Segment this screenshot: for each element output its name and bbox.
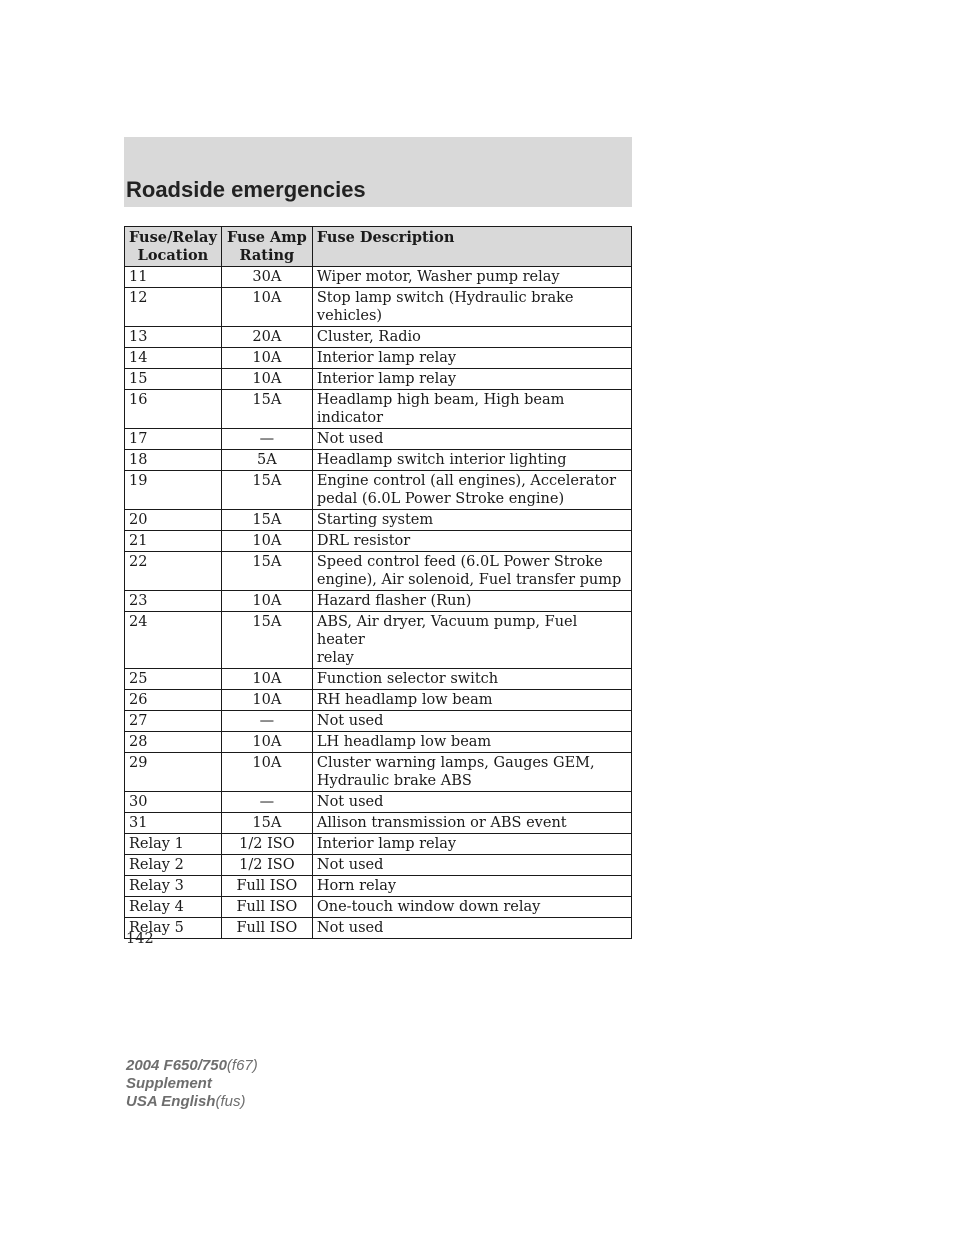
table-row xyxy=(125,348,632,369)
description-line: Hydraulic brake ABS xyxy=(316,773,472,789)
table-row xyxy=(125,876,632,897)
cell-location: Relay 5 xyxy=(125,918,222,939)
table-row xyxy=(125,753,632,792)
cell-amp-rating: 15A xyxy=(221,813,312,834)
cell-description xyxy=(312,348,631,369)
cell-amp-rating: — xyxy=(221,429,312,450)
table-header-row xyxy=(125,227,632,267)
cell-description xyxy=(312,612,631,669)
cell-description xyxy=(312,267,631,288)
table-row xyxy=(125,552,632,591)
cell-amp-rating: 15A xyxy=(221,390,312,429)
table-row xyxy=(125,510,632,531)
cell-amp-rating: 10A xyxy=(221,732,312,753)
footer-line-supplement: Supplement xyxy=(126,1075,212,1092)
description-line: Not used xyxy=(316,794,384,810)
cell-description xyxy=(312,591,631,612)
table-row xyxy=(125,591,632,612)
cell-amp-rating: Full ISO xyxy=(221,918,312,939)
table-row xyxy=(125,327,632,348)
cell-location: Relay 3 xyxy=(125,876,222,897)
cell-amp-rating: — xyxy=(221,711,312,732)
cell-location: 31 xyxy=(125,813,222,834)
cell-amp-rating: 30A xyxy=(221,267,312,288)
cell-amp-rating: 10A xyxy=(221,288,312,327)
table-row xyxy=(125,792,632,813)
table-row xyxy=(125,834,632,855)
description-line: Not used xyxy=(316,431,384,447)
table-row xyxy=(125,855,632,876)
description-line: Function selector switch xyxy=(316,671,499,687)
fuse-table xyxy=(124,226,632,939)
footer-line-language: USA English(fus) xyxy=(126,1093,246,1110)
header-location: Fuse/Relay Location xyxy=(125,227,222,267)
description-line: Cluster warning lamps, Gauges GEM, xyxy=(316,755,595,771)
cell-location: 20 xyxy=(125,510,222,531)
cell-location: 18 xyxy=(125,450,222,471)
cell-location: 27 xyxy=(125,711,222,732)
cell-description xyxy=(312,390,631,429)
footer-line-model: 2004 F650/750(f67) xyxy=(126,1057,258,1074)
description-line: DRL resistor xyxy=(316,533,411,549)
cell-description xyxy=(312,450,631,471)
fuse-table-body xyxy=(125,267,632,939)
description-line: relay xyxy=(316,650,354,666)
table-row xyxy=(125,813,632,834)
description-line: LH headlamp low beam xyxy=(316,734,492,750)
cell-location: 25 xyxy=(125,669,222,690)
cell-description xyxy=(312,792,631,813)
cell-location: 13 xyxy=(125,327,222,348)
description-line: Allison transmission or ABS event xyxy=(316,815,567,831)
header-amp-rating: Fuse Amp Rating xyxy=(221,227,312,267)
cell-location: 14 xyxy=(125,348,222,369)
cell-location: 30 xyxy=(125,792,222,813)
cell-description xyxy=(312,690,631,711)
section-title: Roadside emergencies xyxy=(126,177,366,202)
table-row xyxy=(125,450,632,471)
cell-description xyxy=(312,471,631,510)
table-row xyxy=(125,690,632,711)
cell-amp-rating: 10A xyxy=(221,753,312,792)
description-line: Speed control feed (6.0L Power Stroke xyxy=(316,554,603,570)
description-line: Not used xyxy=(316,857,384,873)
cell-description xyxy=(312,813,631,834)
description-line: Engine control (all engines), Accelerator xyxy=(316,473,617,489)
cell-description xyxy=(312,855,631,876)
cell-location: 22 xyxy=(125,552,222,591)
cell-description xyxy=(312,711,631,732)
table-row xyxy=(125,897,632,918)
cell-description xyxy=(312,753,631,792)
cell-amp-rating: — xyxy=(221,792,312,813)
table-row xyxy=(125,531,632,552)
cell-location: 15 xyxy=(125,369,222,390)
table-row xyxy=(125,288,632,327)
cell-location: 23 xyxy=(125,591,222,612)
cell-amp-rating: 10A xyxy=(221,591,312,612)
description-line: pedal (6.0L Power Stroke engine) xyxy=(316,491,565,507)
description-line: Not used xyxy=(316,920,384,936)
cell-amp-rating: 10A xyxy=(221,348,312,369)
description-line: Wiper motor, Washer pump relay xyxy=(316,269,560,285)
cell-amp-rating: 10A xyxy=(221,690,312,711)
description-line: Not used xyxy=(316,713,384,729)
table-row xyxy=(125,390,632,429)
description-line: Cluster, Radio xyxy=(316,329,421,345)
description-line: Hazard flasher (Run) xyxy=(316,593,472,609)
cell-amp-rating: 5A xyxy=(221,450,312,471)
description-line: Headlamp switch interior lighting xyxy=(316,452,567,468)
header-description: Fuse Description xyxy=(312,227,631,267)
cell-amp-rating: 15A xyxy=(221,471,312,510)
table-row xyxy=(125,732,632,753)
table-row xyxy=(125,711,632,732)
cell-amp-rating: 20A xyxy=(221,327,312,348)
description-line: Starting system xyxy=(316,512,434,528)
description-line: Interior lamp relay xyxy=(316,371,457,387)
cell-description xyxy=(312,288,631,327)
document-footer xyxy=(126,1057,258,1111)
cell-location: 12 xyxy=(125,288,222,327)
cell-location: 16 xyxy=(125,390,222,429)
cell-location: 21 xyxy=(125,531,222,552)
cell-amp-rating: 10A xyxy=(221,531,312,552)
description-line: Stop lamp switch (Hydraulic brake vehicles) xyxy=(316,290,574,324)
description-line: One-touch window down relay xyxy=(316,899,541,915)
cell-location: Relay 1 xyxy=(125,834,222,855)
table-row xyxy=(125,471,632,510)
cell-amp-rating: 15A xyxy=(221,612,312,669)
cell-amp-rating: 1/2 ISO xyxy=(221,834,312,855)
cell-description xyxy=(312,669,631,690)
description-line: RH headlamp low beam xyxy=(316,692,493,708)
cell-location: 11 xyxy=(125,267,222,288)
cell-description xyxy=(312,510,631,531)
description-line: Interior lamp relay xyxy=(316,350,457,366)
cell-description xyxy=(312,429,631,450)
table-row xyxy=(125,918,632,939)
cell-location: Relay 2 xyxy=(125,855,222,876)
cell-location: 17 xyxy=(125,429,222,450)
table-row xyxy=(125,612,632,669)
cell-location: Relay 4 xyxy=(125,897,222,918)
cell-amp-rating: 1/2 ISO xyxy=(221,855,312,876)
cell-description xyxy=(312,918,631,939)
cell-amp-rating: 10A xyxy=(221,669,312,690)
cell-location: 24 xyxy=(125,612,222,669)
table-row xyxy=(125,429,632,450)
description-line: Horn relay xyxy=(316,878,397,894)
cell-description xyxy=(312,897,631,918)
cell-amp-rating: 10A xyxy=(221,369,312,390)
cell-location: 29 xyxy=(125,753,222,792)
cell-location: 26 xyxy=(125,690,222,711)
page-number: 142 xyxy=(126,931,154,947)
table-row xyxy=(125,267,632,288)
description-line: engine), Air solenoid, Fuel transfer pump xyxy=(316,572,622,588)
cell-amp-rating: 15A xyxy=(221,510,312,531)
description-line: ABS, Air dryer, Vacuum pump, Fuel heater xyxy=(316,614,578,648)
cell-description xyxy=(312,834,631,855)
cell-amp-rating: Full ISO xyxy=(221,876,312,897)
description-line: Headlamp high beam, High beam indicator xyxy=(316,392,565,426)
cell-amp-rating: 15A xyxy=(221,552,312,591)
description-line: Interior lamp relay xyxy=(316,836,457,852)
cell-description xyxy=(312,552,631,591)
cell-description xyxy=(312,369,631,390)
table-row xyxy=(125,369,632,390)
cell-description xyxy=(312,732,631,753)
cell-description xyxy=(312,531,631,552)
table-row xyxy=(125,669,632,690)
cell-location: 19 xyxy=(125,471,222,510)
cell-amp-rating: Full ISO xyxy=(221,897,312,918)
cell-location: 28 xyxy=(125,732,222,753)
cell-description xyxy=(312,327,631,348)
cell-description xyxy=(312,876,631,897)
